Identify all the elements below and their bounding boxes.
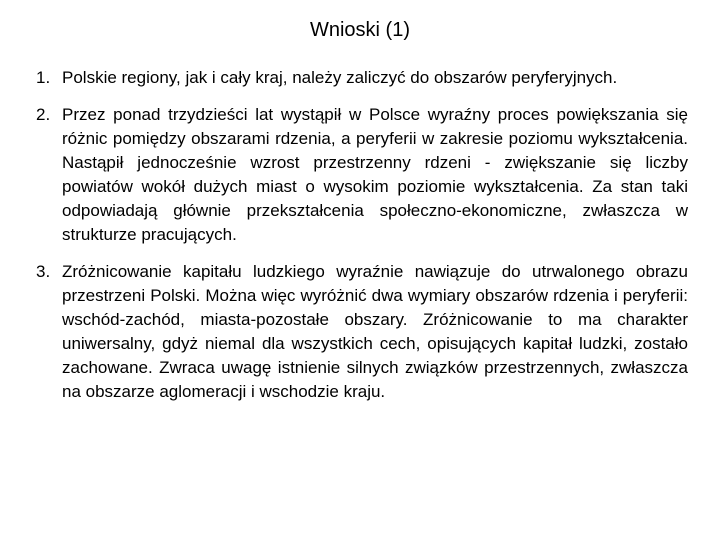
item-number: 2.: [36, 105, 51, 124]
item-text: Zróżnicowanie kapitału ludzkiego wyraźnie nawiązuje do utrwalonego obrazu przestrzeni Polski. Można więc wyróżnić dwa wymiary obszarów rdzenia i peryferii: wschód-zachód, miasta-pozostałe obszary. Zróżnicowanie to ma charakter uniwersalny, gdyż niemal dla wszystkich cech, opisujących kapitał ludzki, zostało zachowane. Zwraca uwagę istnienie silnych związków przestrzennych, zwłaszcza na obszarze aglomeracji i wschodzie kraju.: [62, 262, 688, 401]
slide-title: Wnioski (1): [309, 19, 410, 41]
item-number: 1.: [36, 68, 51, 87]
item-number: 3.: [36, 262, 51, 281]
item-text: Polskie regiony, jak i cały kraj, należy zaliczyć do obszarów peryferyjnych.: [62, 68, 618, 87]
list-item: [36, 260, 688, 404]
conclusions-list: [36, 66, 688, 417]
item-text: Przez ponad trzydzieści lat wystąpił w Polsce wyraźny proces powiększania się różnic pomiędzy obszarami rdzenia, a peryferii w zakresie poziomu wykształcenia. Nastąpił jednocześnie wzrost przestrzenny rdzeni - zwiększanie się liczby powiatów wokół dużych miast o wysokim poziomie wykształcenia. Za stan taki odpowiadają głównie przekształcenia społeczno-ekonomiczne, zwłaszcza w strukturze pracujących.: [62, 105, 688, 244]
list-item: [36, 103, 688, 247]
list-item: [36, 66, 688, 90]
